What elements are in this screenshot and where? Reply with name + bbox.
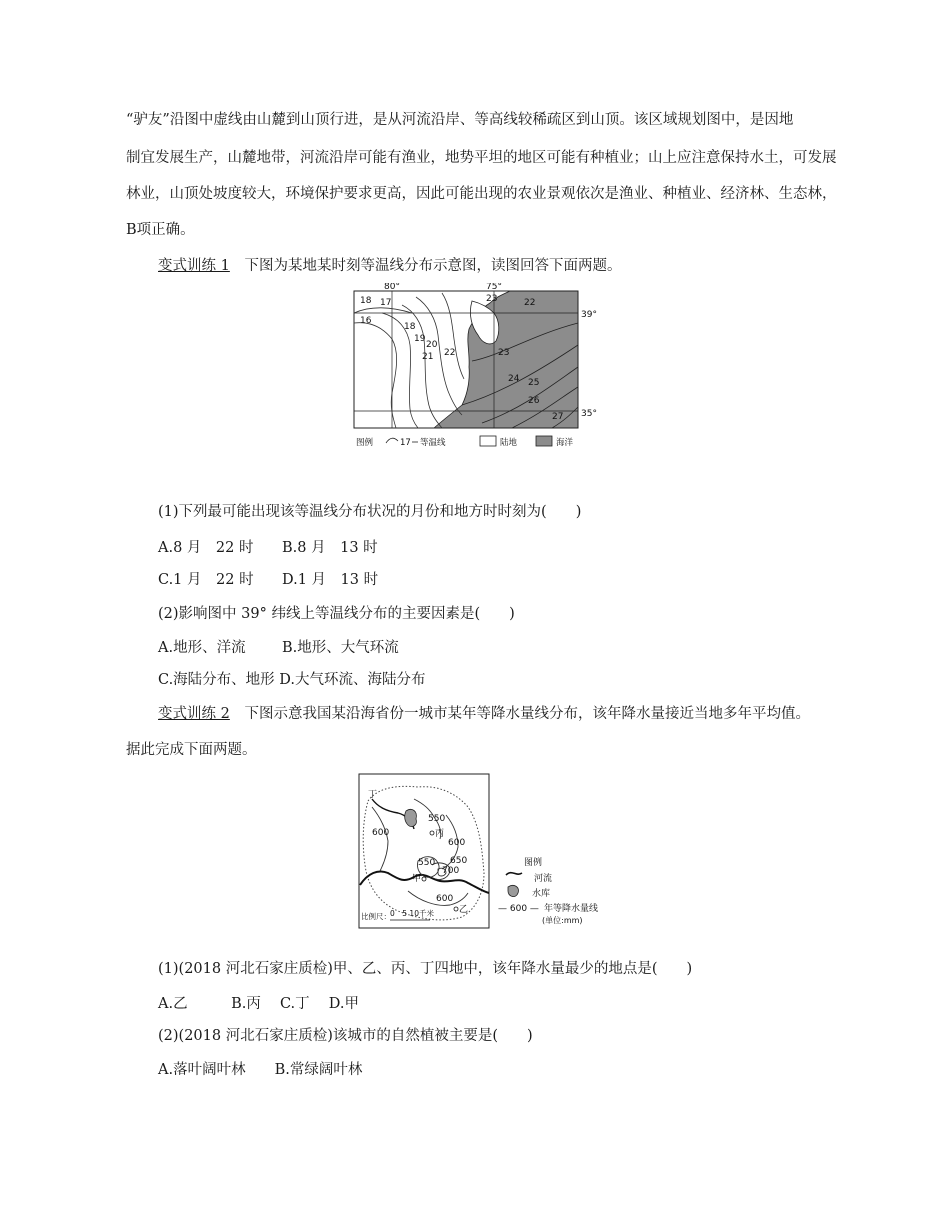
place-jia: 甲 bbox=[412, 874, 422, 884]
scale-label: 比例尺： bbox=[361, 912, 391, 921]
lat-label-39: 39° bbox=[581, 310, 597, 320]
intro-line-2: 制宜发展生产，山麓地带，河流沿岸可能有渔业，地势平坦的地区可能有种植业；山上应注意保持水土，可发展 bbox=[126, 150, 837, 166]
ex1-q1-stem: (1)下列最可能出现该等温线分布状况的月份和地方时时刻为( ) bbox=[158, 504, 582, 520]
lon-label-75: 75° bbox=[486, 283, 502, 292]
isotherm-label: 22 bbox=[444, 348, 456, 358]
ex2-q2-options: A.落叶阔叶林 B.常绿阔叶林 bbox=[158, 1062, 363, 1078]
isotherm-label: 22 bbox=[524, 298, 536, 308]
legend-isohyet-sample: — 600 — bbox=[498, 904, 539, 914]
exercise-2-heading bbox=[158, 704, 810, 724]
legend-isotherm-label: 等温线 bbox=[420, 438, 446, 448]
isotherm-label: 17 bbox=[380, 298, 392, 308]
legend-ocean-label: 海洋 bbox=[556, 438, 574, 448]
isotherm-label: 27 bbox=[552, 412, 564, 422]
lat-label-35: 35° bbox=[581, 409, 597, 419]
exercise-2-text-2: 据此完成下面两题。 bbox=[126, 742, 257, 758]
legend-ocean-swatch bbox=[536, 436, 552, 446]
exercise-2-text: 下图示意我国某沿海省份一城市某年等降水量线分布，该年降水量接近当地多年平均值。 bbox=[244, 706, 810, 722]
ex1-q1-option-a: A.8 月 22 时 bbox=[158, 540, 254, 556]
reservoir bbox=[405, 809, 417, 826]
ex1-q2-stem: (2)影响图中 39° 纬线上等温线分布的主要因素是( ) bbox=[158, 606, 515, 622]
legend-reservoir-label: 水库 bbox=[532, 889, 551, 899]
intro-line-3: 林业，山顶处坡度较大，环境保护要求更高，因此可能出现的农业景观依次是渔业、种植业、经济林、生态林， bbox=[126, 186, 837, 202]
ex1-q2-option-a: A.地形、洋流 bbox=[158, 640, 246, 656]
isohyet-label: 700 bbox=[442, 866, 460, 876]
place-bing: 丙 bbox=[435, 829, 445, 839]
ex1-q2-option-cd: C.海陆分布、地形 D.大气环流、海陆分布 bbox=[158, 672, 426, 688]
legend-isotherm-value: 17 bbox=[400, 438, 411, 448]
city-boundary bbox=[363, 786, 484, 920]
isohyet-label: 550 bbox=[418, 858, 436, 868]
isotherm-label: 24 bbox=[508, 374, 520, 384]
legend-title: 图例 bbox=[524, 858, 543, 868]
isohyet-label: 600 bbox=[436, 894, 454, 904]
isotherm-label: 16 bbox=[360, 316, 372, 326]
isotherm-label: 19 bbox=[414, 334, 426, 344]
place-yi: 乙 bbox=[459, 905, 469, 915]
ocean-area bbox=[434, 291, 578, 428]
ex1-q2-option-b: B.地形、大气环流 bbox=[282, 640, 399, 656]
legend-unit: (单位:mm) bbox=[542, 916, 583, 925]
isotherm-label: 23 bbox=[498, 348, 510, 358]
exercise-2-label: 变式训练 2 bbox=[158, 706, 230, 722]
ex1-q1-option-b: B.8 月 13 时 bbox=[282, 540, 378, 556]
isotherm-label: 18 bbox=[360, 296, 372, 306]
intro-line-4: B项正确。 bbox=[126, 222, 195, 238]
exercise-1-heading bbox=[158, 256, 621, 276]
lon-label-80: 80° bbox=[384, 283, 400, 292]
isotherm-label: 23 bbox=[486, 294, 498, 304]
ex2-q1-options: A.乙 B.丙 C.丁 D.甲 bbox=[158, 996, 359, 1012]
isohyet-label: 600 bbox=[448, 838, 466, 848]
exercise-1-text: 下图为某地某时刻等温线分布示意图，读图回答下面两题。 bbox=[244, 258, 622, 274]
ex1-q1-option-d: D.1 月 13 时 bbox=[282, 572, 379, 588]
place-ding: 丁 bbox=[368, 790, 378, 800]
isotherm-map bbox=[352, 283, 602, 453]
legend-isohyet-label: 年等降水量线 bbox=[544, 904, 599, 914]
precipitation-map bbox=[358, 773, 608, 931]
scale-ticks: 0 5 10千米 bbox=[390, 909, 434, 918]
exercise-1-label: 变式训练 1 bbox=[158, 258, 230, 274]
isotherm-label: 26 bbox=[528, 396, 540, 406]
ex1-q1-option-c: C.1 月 22 时 bbox=[158, 572, 254, 588]
isotherm-label: 25 bbox=[528, 378, 540, 388]
legend-river-label: 河流 bbox=[534, 874, 553, 884]
isohyet-label: 550 bbox=[428, 814, 446, 824]
isotherm-label: 18 bbox=[404, 322, 416, 332]
ex2-q2-stem: (2)(2018 河北石家庄质检)该城市的自然植被主要是( ) bbox=[158, 1028, 533, 1044]
isotherm-label: 20 bbox=[426, 340, 438, 350]
river bbox=[360, 872, 489, 894]
ex2-q1-stem: (1)(2018 河北石家庄质检)甲、乙、丙、丁四地中，该年降水量最少的地点是( ) bbox=[158, 961, 693, 977]
legend-land-swatch bbox=[480, 436, 496, 446]
intro-line-1: “驴友”沿图中虚线由山麓到山顶行进，是从河流沿岸、等高线较稀疏区到山顶。该区域规划图中，是因地 bbox=[126, 112, 794, 128]
legend-title: 图例 bbox=[356, 438, 374, 448]
legend-reservoir-swatch bbox=[508, 885, 518, 896]
isohyet-label: 600 bbox=[372, 828, 390, 838]
isotherm-label: 21 bbox=[422, 352, 434, 362]
isohyet-label: 650 bbox=[450, 856, 468, 866]
legend-land-label: 陆地 bbox=[500, 438, 518, 448]
